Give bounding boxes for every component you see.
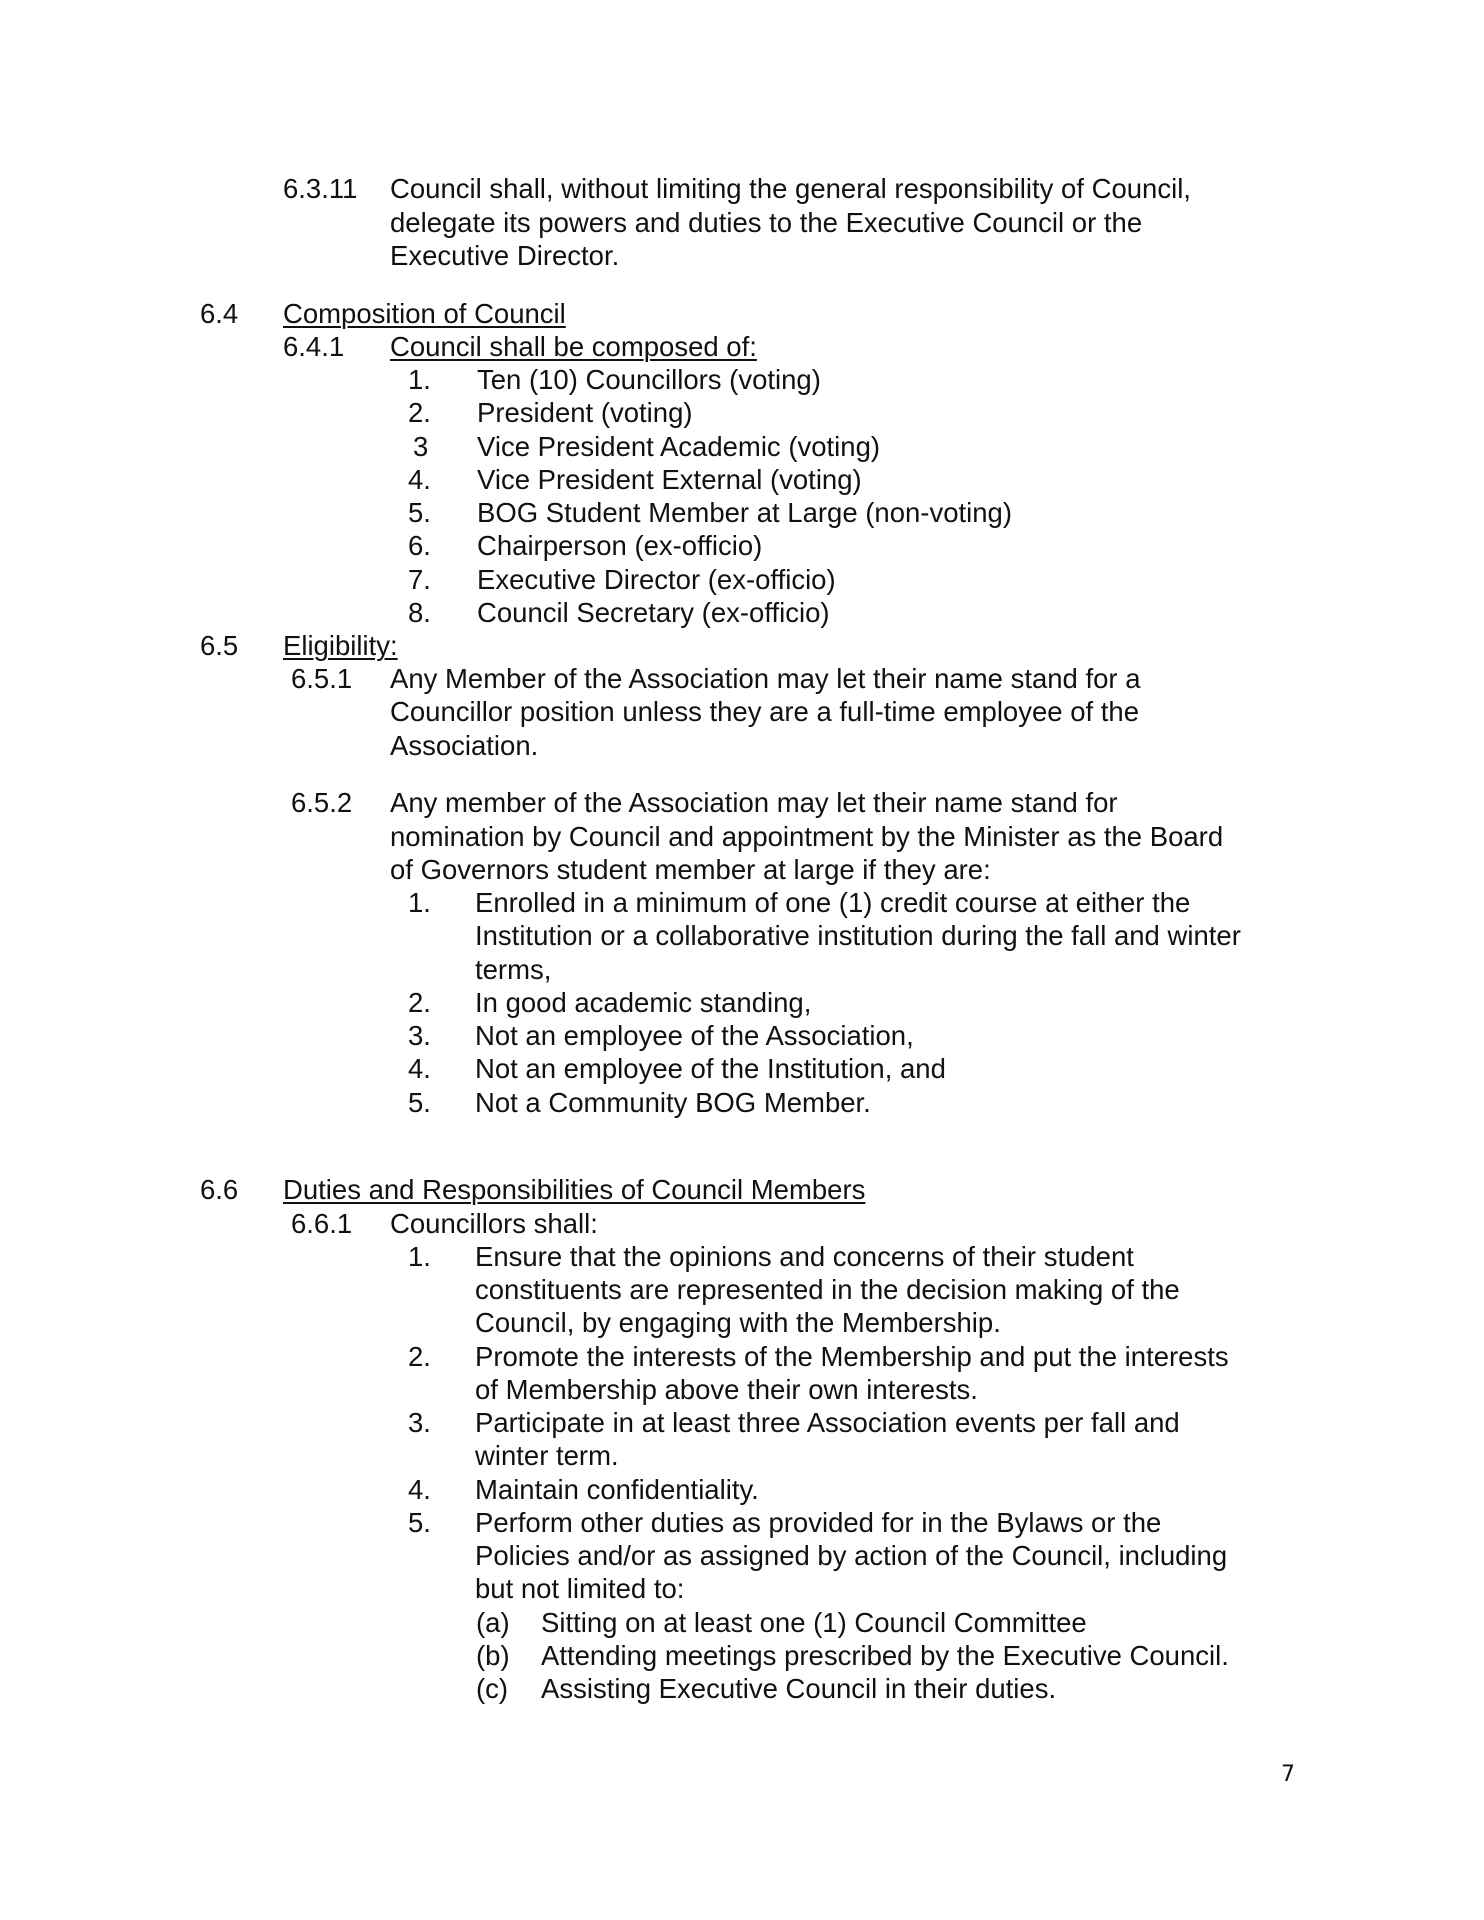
list-number: 5. [408, 497, 431, 528]
list-item-continued: winter term. [475, 1440, 619, 1471]
list-number: 2. [408, 397, 431, 428]
sublist-letter: (a) [476, 1607, 510, 1638]
list-item: Perform other duties as provided for in the Bylaws or the [475, 1507, 1162, 1538]
subsection-title: Councillors shall: [390, 1208, 598, 1239]
subsection-number: 6.5.1 [291, 663, 353, 694]
paragraph-line: delegate its powers and duties to the Executive Council or the [390, 207, 1143, 238]
list-number: 4. [408, 1053, 431, 1084]
list-item-continued: Institution or a collaborative institution during the fall and winter [475, 920, 1241, 951]
paragraph-line: Association. [390, 730, 539, 761]
paragraph-line: nomination by Council and appointment by the Minister as the Board [390, 821, 1224, 852]
sublist-letter: (c) [476, 1673, 509, 1704]
list-item: Vice President Academic (voting) [477, 431, 881, 462]
section-number: 6.5 [200, 630, 239, 661]
list-item: Chairperson (ex-officio) [477, 530, 763, 561]
list-number: 4. [408, 1474, 431, 1505]
list-item: Enrolled in a minimum of one (1) credit course at either the [475, 887, 1191, 918]
list-number: 6. [408, 530, 431, 561]
section-title: Eligibility: [283, 630, 398, 661]
list-item: Participate in at least three Association events per fall and [475, 1407, 1180, 1438]
list-item: Not an employee of the Institution, and [475, 1053, 946, 1084]
list-number: 7. [408, 564, 431, 595]
paragraph-line: Any Member of the Association may let their name stand for a [390, 663, 1141, 694]
list-item: Not an employee of the Association, [475, 1020, 914, 1051]
list-item: Not a Community BOG Member. [475, 1087, 871, 1118]
list-item: Ensure that the opinions and concerns of their student [475, 1241, 1134, 1272]
subsection-title: Council shall be composed of: [390, 331, 757, 362]
list-item: President (voting) [477, 397, 693, 428]
list-number: 3 [413, 431, 429, 462]
paragraph-line: of Governors student member at large if they are: [390, 854, 991, 885]
list-number: 1. [408, 887, 431, 918]
list-item: Maintain confidentiality. [475, 1474, 759, 1505]
sublist-item: Sitting on at least one (1) Council Committee [541, 1607, 1087, 1638]
list-number: 3. [408, 1020, 431, 1051]
paragraph-line: Council shall, without limiting the general responsibility of Council, [390, 173, 1191, 204]
list-item-continued: of Membership above their own interests. [475, 1374, 978, 1405]
sublist-item: Assisting Executive Council in their duties. [541, 1673, 1057, 1704]
section-number: 6.4 [200, 298, 239, 329]
section-title: Composition of Council [283, 298, 566, 329]
list-number: 8. [408, 597, 431, 628]
list-number: 5. [408, 1507, 431, 1538]
page-number: 7 [1281, 1762, 1295, 1787]
sublist-item: Attending meetings prescribed by the Executive Council. [541, 1640, 1229, 1671]
list-number: 2. [408, 1341, 431, 1372]
list-item: BOG Student Member at Large (non-voting) [477, 497, 1012, 528]
list-number: 1. [408, 364, 431, 395]
list-number: 5. [408, 1087, 431, 1118]
sublist-letter: (b) [476, 1640, 510, 1671]
paragraph-line: Executive Director. [390, 240, 620, 271]
list-item: Executive Director (ex-officio) [477, 564, 836, 595]
list-item: Promote the interests of the Membership and put the interests [475, 1341, 1229, 1372]
list-item: In good academic standing, [475, 987, 812, 1018]
section-number: 6.3.11 [283, 173, 358, 204]
list-item: Vice President External (voting) [477, 464, 862, 495]
list-item: Ten (10) Councillors (voting) [477, 364, 821, 395]
list-item-continued: terms, [475, 954, 552, 985]
subsection-number: 6.5.2 [291, 787, 353, 818]
subsection-number: 6.4.1 [283, 331, 345, 362]
list-item-continued: Policies and/or as assigned by action of the Council, including [475, 1540, 1228, 1571]
list-item: Council Secretary (ex-officio) [477, 597, 830, 628]
paragraph-line: Any member of the Association may let their name stand for [390, 787, 1118, 818]
list-item-continued: Council, by engaging with the Membership. [475, 1307, 1001, 1338]
list-number: 2. [408, 987, 431, 1018]
list-item-continued: constituents are represented in the decision making of the [475, 1274, 1180, 1305]
list-item-continued: but not limited to: [475, 1573, 685, 1604]
list-number: 3. [408, 1407, 431, 1438]
paragraph-line: Councillor position unless they are a full-time employee of the [390, 696, 1139, 727]
section-number: 6.6 [200, 1174, 239, 1205]
list-number: 1. [408, 1241, 431, 1272]
section-title: Duties and Responsibilities of Council Members [283, 1174, 866, 1205]
subsection-number: 6.6.1 [291, 1208, 353, 1239]
list-number: 4. [408, 464, 431, 495]
